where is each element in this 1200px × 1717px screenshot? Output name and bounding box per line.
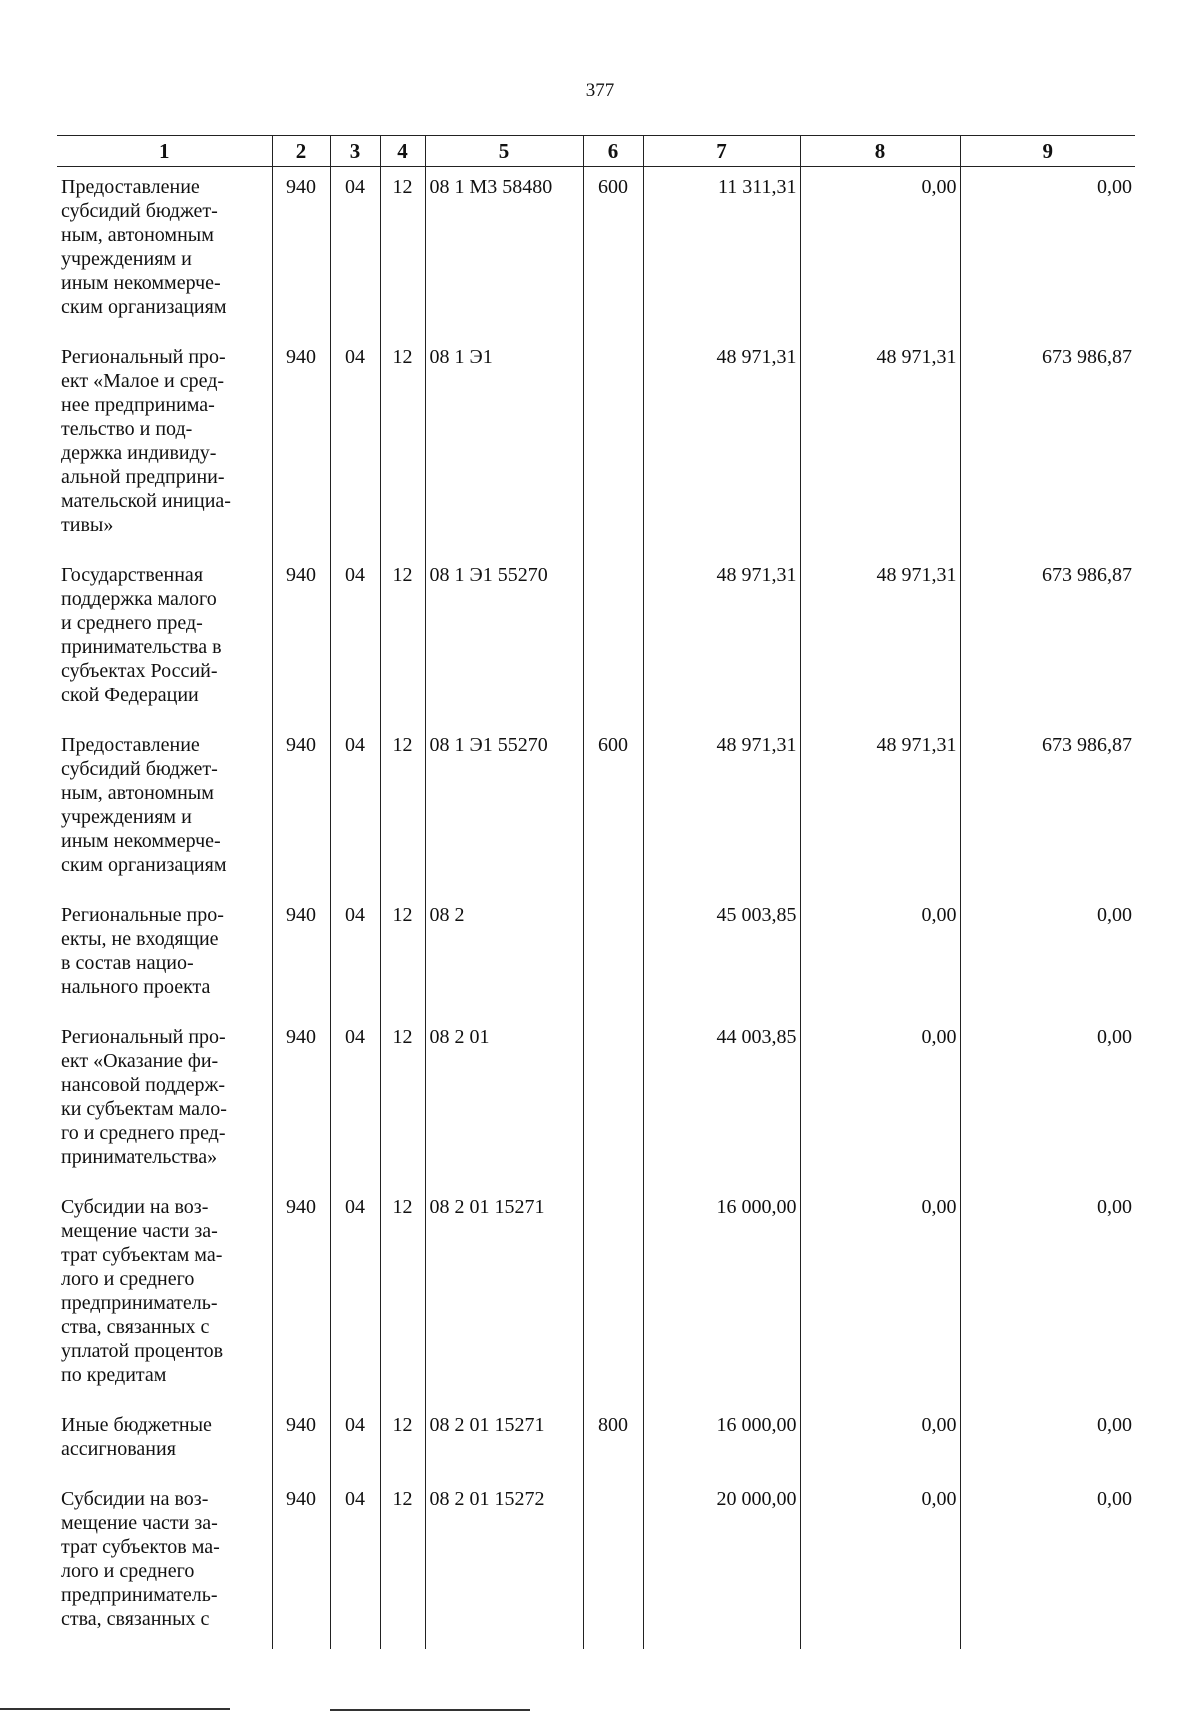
description-line: в состав нацио- — [61, 952, 194, 974]
target-article-cell: 08 2 01 15271 — [425, 1187, 583, 1405]
column-header: 2 — [272, 136, 330, 167]
row-description — [57, 725, 272, 895]
amount-col9-cell: 0,00 — [960, 1405, 1135, 1479]
amount-col9-cell: 0,00 — [960, 895, 1135, 1017]
subsection-code-cell: 12 — [380, 725, 425, 895]
target-article-cell: 08 2 01 15271 — [425, 1405, 583, 1479]
amount-col9-cell: 0,00 — [960, 1017, 1135, 1187]
table-body — [57, 167, 1135, 1650]
target-article-cell: 08 1 Э1 55270 — [425, 555, 583, 725]
row-description — [57, 337, 272, 555]
row-description — [57, 1187, 272, 1405]
row-description — [57, 895, 272, 1017]
description-line: учреждениям и — [61, 806, 192, 828]
row-description — [57, 1017, 272, 1187]
page-number: 377 — [585, 80, 615, 101]
description-line: держка индивиду- — [61, 442, 217, 464]
subsection-code-cell: 12 — [380, 1017, 425, 1187]
target-article-cell: 08 2 — [425, 895, 583, 1017]
table-row — [57, 337, 1135, 555]
section-code-cell: 04 — [330, 1405, 380, 1479]
description-line: го и среднего пред- — [61, 1122, 226, 1144]
row-description — [57, 1405, 272, 1479]
amount-col7-cell: 44 003,85 — [643, 1017, 800, 1187]
description-line: принимательства» — [61, 1146, 218, 1168]
column-header: 6 — [583, 136, 643, 167]
description-line: иным некоммерче- — [61, 830, 221, 852]
amount-col9-cell: 673 986,87 — [960, 337, 1135, 555]
description-line: ским организациям — [61, 296, 227, 318]
amount-col8-cell: 48 971,31 — [800, 725, 960, 895]
description-line: ассигнования — [61, 1438, 176, 1460]
description-line: екты, не входящие — [61, 928, 219, 950]
description-line: лого и среднего — [61, 1268, 195, 1290]
description-line: ки субъектам мало- — [61, 1098, 227, 1120]
description-line: альной предприни- — [61, 466, 225, 488]
target-article-cell: 08 2 01 15272 — [425, 1479, 583, 1649]
amount-col8-cell: 0,00 — [800, 1405, 960, 1479]
amount-col9-cell: 673 986,87 — [960, 725, 1135, 895]
description-line: ным, автономным — [61, 224, 214, 246]
amount-col8-cell: 0,00 — [800, 1187, 960, 1405]
description-line: Предоставление — [61, 176, 200, 198]
amount-col8-cell: 0,00 — [800, 895, 960, 1017]
description-line: Государственная — [61, 564, 204, 586]
table-row — [57, 895, 1135, 1017]
amount-col7-cell: 48 971,31 — [643, 725, 800, 895]
ministry-code-cell: 940 — [272, 725, 330, 895]
description-line: по кредитам — [61, 1364, 167, 1386]
description-line: Региональный про- — [61, 1026, 226, 1048]
target-article-cell: 08 1 М3 58480 — [425, 167, 583, 338]
description-line: тивы» — [61, 514, 114, 536]
section-code-cell: 04 — [330, 167, 380, 338]
amount-col9-cell: 673 986,87 — [960, 555, 1135, 725]
row-description — [57, 167, 272, 338]
expense-type-cell — [583, 1187, 643, 1405]
description-line: ным, автономным — [61, 782, 214, 804]
amount-col8-cell: 0,00 — [800, 1479, 960, 1649]
column-header: 3 — [330, 136, 380, 167]
amount-col7-cell: 11 311,31 — [643, 167, 800, 338]
subsection-code-cell: 12 — [380, 895, 425, 1017]
description-line: трат субъектов ма- — [61, 1536, 220, 1558]
subsection-code-cell: 12 — [380, 1479, 425, 1649]
ministry-code-cell: 940 — [272, 895, 330, 1017]
amount-col8-cell: 48 971,31 — [800, 555, 960, 725]
description-line: тельство и под- — [61, 418, 193, 440]
table-row — [57, 555, 1135, 725]
description-line: уплатой процентов — [61, 1340, 224, 1362]
description-line: трат субъектам ма- — [61, 1244, 223, 1266]
description-line: иным некоммерче- — [61, 272, 221, 294]
target-article-cell: 08 1 Э1 55270 — [425, 725, 583, 895]
target-article-cell: 08 2 01 — [425, 1017, 583, 1187]
expense-type-cell — [583, 555, 643, 725]
table-row — [57, 1479, 1135, 1649]
description-line: принимательства в — [61, 636, 222, 658]
column-header: 4 — [380, 136, 425, 167]
description-line: Региональный про- — [61, 346, 226, 368]
description-line: мательской инициа- — [61, 490, 231, 512]
description-line: нального проекта — [61, 976, 211, 998]
expense-type-cell — [583, 1017, 643, 1187]
description-line: субсидий бюджет- — [61, 758, 218, 780]
description-line: нее предпринима- — [61, 394, 215, 416]
description-line: ской Федерации — [61, 684, 199, 706]
ministry-code-cell: 940 — [272, 167, 330, 338]
row-description — [57, 555, 272, 725]
budget-table — [57, 135, 1135, 1649]
amount-col9-cell: 0,00 — [960, 1187, 1135, 1405]
description-line: мещение части за- — [61, 1512, 218, 1534]
scan-edge-line — [0, 1708, 230, 1710]
description-line: мещение части за- — [61, 1220, 218, 1242]
description-line: нансовой поддерж- — [61, 1074, 226, 1096]
description-line: Субсидии на воз- — [61, 1196, 209, 1218]
row-description — [57, 1479, 272, 1649]
description-line: учреждениям и — [61, 248, 192, 270]
description-line: субъектах Россий- — [61, 660, 218, 682]
ministry-code-cell: 940 — [272, 1405, 330, 1479]
column-header: 7 — [643, 136, 800, 167]
description-line: поддержка малого — [61, 588, 217, 610]
description-line: Региональные про- — [61, 904, 224, 926]
amount-col8-cell: 48 971,31 — [800, 337, 960, 555]
amount-col8-cell: 0,00 — [800, 167, 960, 338]
column-header: 5 — [425, 136, 583, 167]
amount-col7-cell: 48 971,31 — [643, 555, 800, 725]
subsection-code-cell: 12 — [380, 1187, 425, 1405]
subsection-code-cell: 12 — [380, 167, 425, 338]
column-header: 9 — [960, 136, 1135, 167]
column-header: 8 — [800, 136, 960, 167]
expense-type-cell: 600 — [583, 725, 643, 895]
description-line: предприниматель- — [61, 1292, 218, 1314]
ministry-code-cell: 940 — [272, 1187, 330, 1405]
section-code-cell: 04 — [330, 1017, 380, 1187]
expense-type-cell — [583, 895, 643, 1017]
description-line: и среднего пред- — [61, 612, 203, 634]
description-line: субсидий бюджет- — [61, 200, 218, 222]
scan-edge-line — [330, 1709, 530, 1711]
description-line: ства, связанных с — [61, 1608, 210, 1630]
amount-col7-cell: 16 000,00 — [643, 1405, 800, 1479]
amount-col7-cell: 20 000,00 — [643, 1479, 800, 1649]
header-row — [57, 136, 1135, 167]
subsection-code-cell: 12 — [380, 1405, 425, 1479]
expense-type-cell — [583, 337, 643, 555]
expense-type-cell: 800 — [583, 1405, 643, 1479]
description-line: Иные бюджетные — [61, 1414, 212, 1436]
table-row — [57, 167, 1135, 338]
description-line: ским организациям — [61, 854, 227, 876]
description-line: ства, связанных с — [61, 1316, 210, 1338]
expense-type-cell — [583, 1479, 643, 1649]
target-article-cell: 08 1 Э1 — [425, 337, 583, 555]
table-row — [57, 1405, 1135, 1479]
expense-type-cell: 600 — [583, 167, 643, 338]
ministry-code-cell: 940 — [272, 337, 330, 555]
ministry-code-cell: 940 — [272, 1017, 330, 1187]
section-code-cell: 04 — [330, 1479, 380, 1649]
table-row — [57, 1187, 1135, 1405]
amount-col9-cell: 0,00 — [960, 1479, 1135, 1649]
description-line: предприниматель- — [61, 1584, 218, 1606]
table-row — [57, 1017, 1135, 1187]
section-code-cell: 04 — [330, 1187, 380, 1405]
description-line: Субсидии на воз- — [61, 1488, 209, 1510]
ministry-code-cell: 940 — [272, 555, 330, 725]
section-code-cell: 04 — [330, 337, 380, 555]
amount-col8-cell: 0,00 — [800, 1017, 960, 1187]
subsection-code-cell: 12 — [380, 555, 425, 725]
description-line: Предоставление — [61, 734, 200, 756]
subsection-code-cell: 12 — [380, 337, 425, 555]
ministry-code-cell: 940 — [272, 1479, 330, 1649]
column-header: 1 — [57, 136, 272, 167]
amount-col9-cell: 0,00 — [960, 167, 1135, 338]
table-row — [57, 725, 1135, 895]
amount-col7-cell: 48 971,31 — [643, 337, 800, 555]
description-line: ект «Оказание фи- — [61, 1050, 219, 1072]
section-code-cell: 04 — [330, 725, 380, 895]
description-line: лого и среднего — [61, 1560, 195, 1582]
section-code-cell: 04 — [330, 555, 380, 725]
description-line: ект «Малое и сред- — [61, 370, 225, 392]
amount-col7-cell: 45 003,85 — [643, 895, 800, 1017]
amount-col7-cell: 16 000,00 — [643, 1187, 800, 1405]
section-code-cell: 04 — [330, 895, 380, 1017]
